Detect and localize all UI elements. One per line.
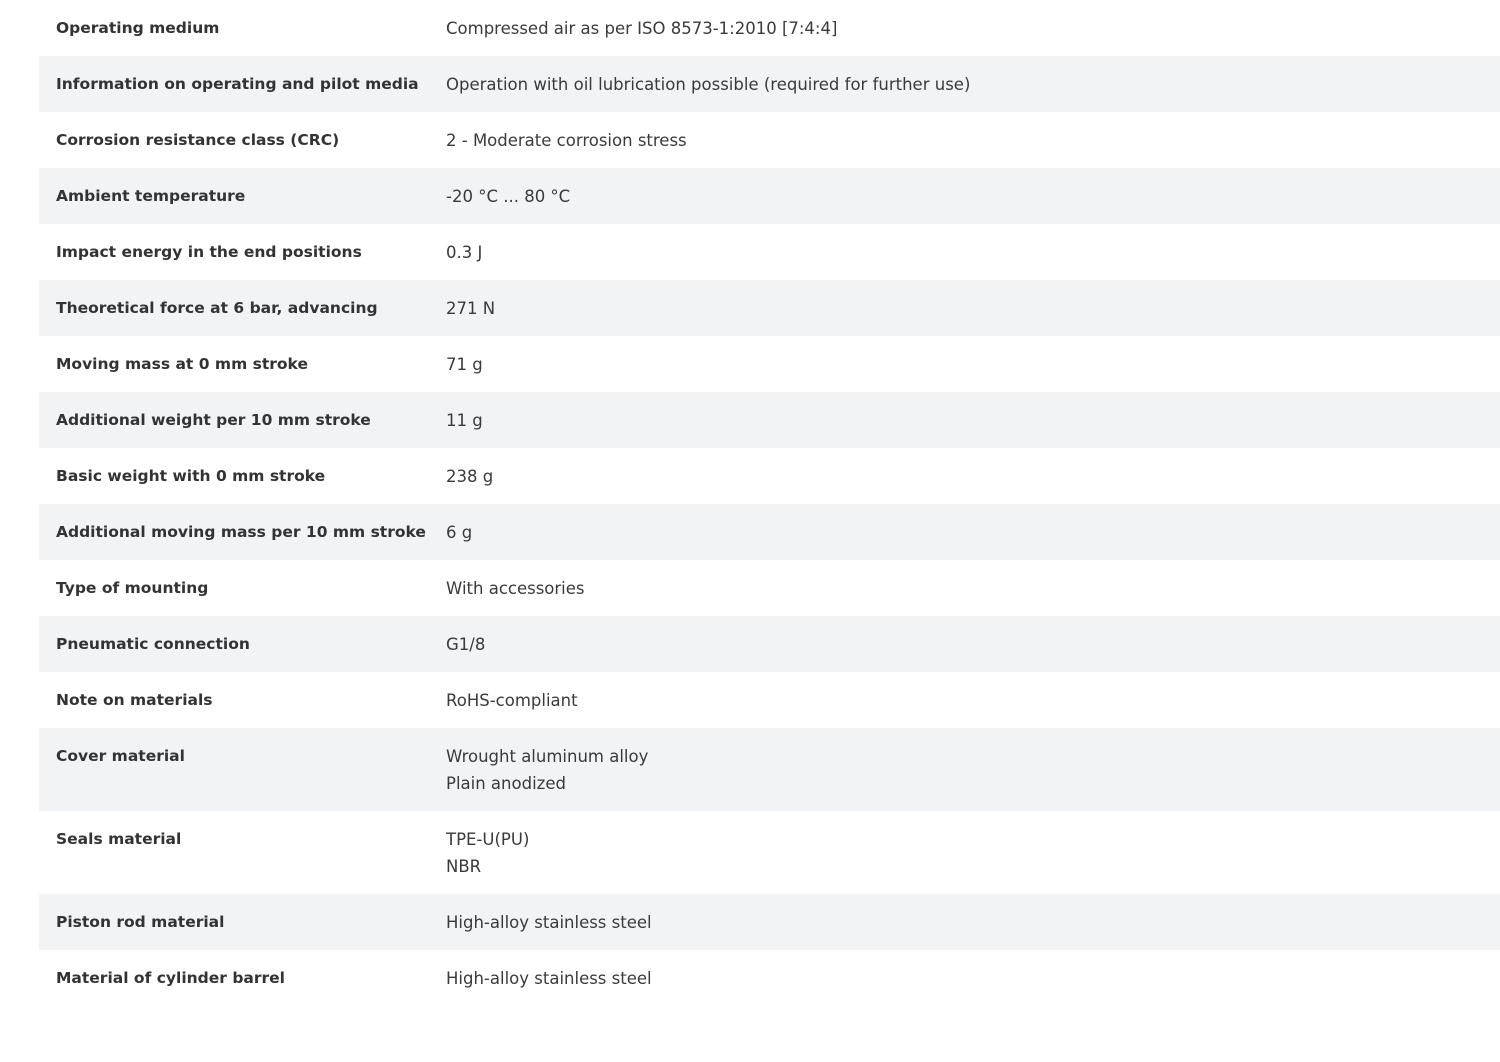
spec-value-line: NBR (446, 857, 482, 876)
spec-value-line: RoHS-compliant (446, 691, 578, 710)
spec-label: Operating medium (56, 19, 220, 37)
spec-value-line: Operation with oil lubrication possible (required for further use) (446, 75, 971, 94)
spec-value (446, 575, 1500, 602)
spec-value-line: Plain anodized (446, 774, 566, 793)
spec-value (446, 127, 1500, 154)
spec-label: Corrosion resistance class (CRC) (56, 131, 340, 149)
spec-value-line: 11 g (446, 411, 483, 430)
spec-value-line: High-alloy stainless steel (446, 913, 652, 932)
spec-value-line: With accessories (446, 579, 585, 598)
spec-value-line: 6 g (446, 523, 473, 542)
spec-label: Information on operating and pilot media (56, 75, 419, 93)
spec-row (39, 448, 1500, 504)
spec-value (446, 71, 1500, 98)
spec-label: Impact energy in the end positions (56, 243, 362, 261)
spec-row (39, 168, 1500, 224)
spec-value-line: High-alloy stainless steel (446, 969, 652, 988)
spec-row (39, 112, 1500, 168)
spec-value (446, 295, 1500, 322)
spec-label: Theoretical force at 6 bar, advancing (56, 299, 378, 317)
spec-value-line: G1/8 (446, 635, 486, 654)
spec-value (446, 631, 1500, 658)
spec-value (446, 743, 1500, 797)
spec-value-line: -20 °C ... 80 °C (446, 187, 571, 206)
spec-row (39, 672, 1500, 728)
spec-label: Seals material (56, 830, 182, 848)
spec-label: Ambient temperature (56, 187, 246, 205)
spec-value (446, 239, 1500, 266)
spec-label: Piston rod material (56, 913, 225, 931)
spec-row (39, 504, 1500, 560)
spec-row (39, 224, 1500, 280)
spec-row (39, 392, 1500, 448)
spec-value (446, 183, 1500, 210)
spec-value-line: TPE-U(PU) (446, 830, 530, 849)
spec-row (39, 894, 1500, 950)
spec-value (446, 463, 1500, 490)
spec-label: Moving mass at 0 mm stroke (56, 355, 308, 373)
spec-row (39, 811, 1500, 894)
technical-specs-table (39, 0, 1500, 1006)
spec-label: Basic weight with 0 mm stroke (56, 467, 326, 485)
spec-value-line: 238 g (446, 467, 494, 486)
spec-value (446, 687, 1500, 714)
spec-label: Additional moving mass per 10 mm stroke (56, 523, 426, 541)
spec-value (446, 351, 1500, 378)
spec-row (39, 56, 1500, 112)
spec-label: Note on materials (56, 691, 213, 709)
spec-row (39, 950, 1500, 1006)
spec-value-line: Wrought aluminum alloy (446, 747, 649, 766)
spec-row (39, 728, 1500, 811)
spec-value (446, 826, 1500, 880)
spec-row (39, 0, 1500, 56)
spec-label: Pneumatic connection (56, 635, 250, 653)
spec-value-line: Compressed air as per ISO 8573-1:2010 [7:4:4] (446, 19, 838, 38)
spec-label: Additional weight per 10 mm stroke (56, 411, 371, 429)
spec-value-line: 271 N (446, 299, 496, 318)
spec-value-line: 2 - Moderate corrosion stress (446, 131, 687, 150)
spec-value (446, 407, 1500, 434)
spec-row (39, 616, 1500, 672)
spec-value (446, 519, 1500, 546)
spec-value-line: 71 g (446, 355, 483, 374)
spec-row (39, 280, 1500, 336)
spec-row (39, 336, 1500, 392)
spec-value (446, 965, 1500, 992)
spec-value (446, 15, 1500, 42)
spec-label: Cover material (56, 747, 185, 765)
spec-label: Material of cylinder barrel (56, 969, 285, 987)
spec-row (39, 560, 1500, 616)
spec-label: Type of mounting (56, 579, 209, 597)
spec-value (446, 909, 1500, 936)
spec-value-line: 0.3 J (446, 243, 483, 262)
